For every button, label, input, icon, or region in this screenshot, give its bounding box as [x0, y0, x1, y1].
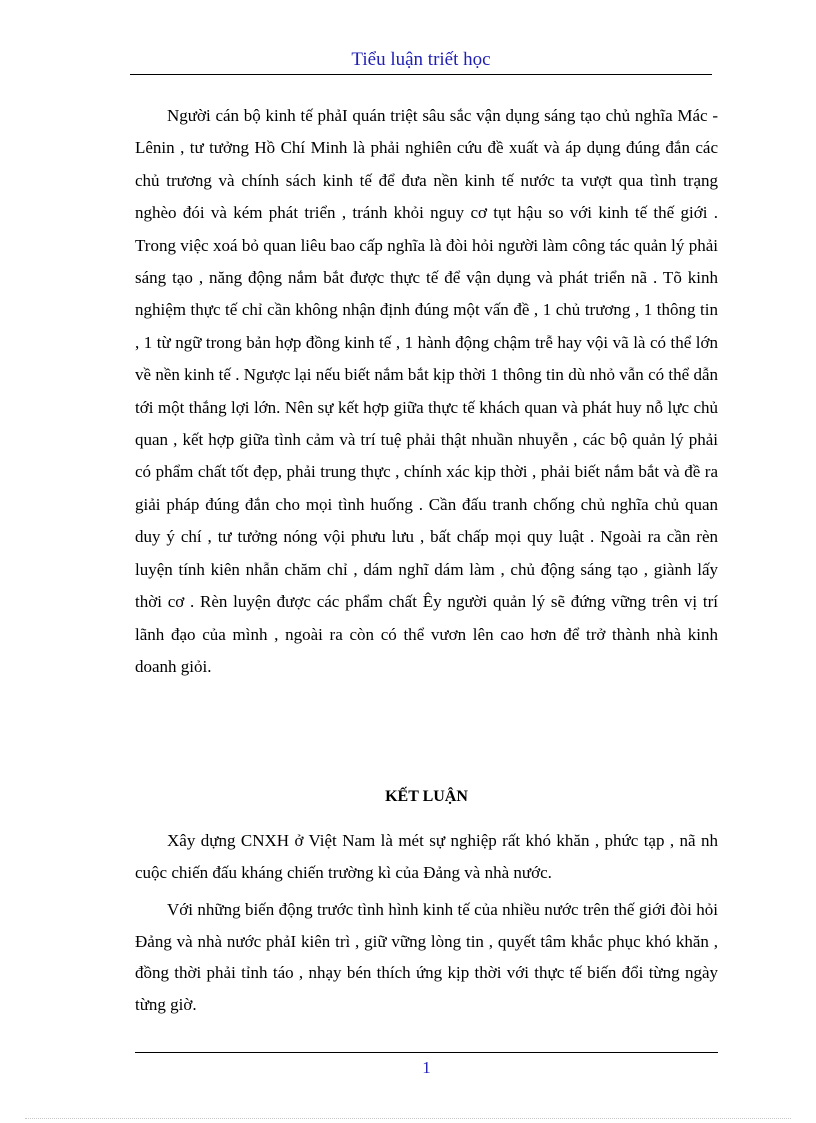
page-number: 1	[422, 1058, 431, 1077]
page-header-title: Tiểu luận triết học	[130, 48, 712, 75]
body-paragraph: Người cán bộ kinh tế phảI quán triệt sâu sắc vận dụng sáng tạo chủ nghĩa Mác - Lênin , tư tưởng Hồ Chí Minh là phải nghiên cứu đề xuất và áp dụng đúng đắn các chủ trương và chính sách kinh tế để đưa nền kinh tế nước ta vượt qua tình trạng nghèo đói và kém phát triển , tránh khỏi nguy cơ tụt hậu so với kinh tế thế giới . Trong việc xoá bỏ quan liêu bao cấp nghĩa là đòi hỏi người làm công tác quản lý phải sáng tạo , năng động nắm bắt được thực tế để vận dụng và phát triển nã . Tõ kinh nghiệm thực tế chỉ cần không nhận định đúng một vấn đề , 1 chủ trương , 1 thông tin , 1 từ ngữ trong bản hợp đồng kinh tế , 1 hành động chậm trễ hay vội vã là có thể lớn về nền kinh tế . Ngược lại nếu biết nắm bắt kịp thời 1 thông tin dù nhỏ vẫn có thể dẫn tới một thắng lợi lớn. Nên sự kết hợp giữa thực tế khách quan và phát huy nỗ lực chủ quan , kết hợp giữa tình cảm và trí tuệ phải thật nhuần nhuyễn , các bộ quản lý phải có phẩm chất tốt đẹp, phải trung thực , chính xác kịp thời , phải biết nắm bắt và đề ra giải pháp đúng đắn cho mọi tình huống . Cần đấu tranh chống chủ nghĩa chủ quan duy ý chí , tư tưởng nóng vội phưu lưu , bất chấp mọi quy luật . Ngoài ra cần rèn luyện tính kiên nhẫn chăm chỉ , dám nghĩ dám làm , chủ động sáng tạo , giành lấy thời cơ . Rèn luyện được các phẩm chất Êy người quản lý sẽ đứng vững trên vị trí lãnh đạo của mình , ngoài ra còn có thể vươn lên cao hơn để trở thành nhà kinh doanh giỏi.	[135, 106, 718, 676]
footer-divider	[135, 1052, 718, 1053]
conclusion-paragraph-2: Với những biến động trước tình hình kinh tế của nhiều nước trên thế giới đòi hỏi Đảng và nhà nước phảI kiên trì , giữ vững lòng tin , quyết tâm khắc phục khó khăn , đồng thời phải tỉnh táo , nhạy bén thích ứng kịp thời với thực tế biến đổi từng ngày từng giờ.	[135, 900, 718, 1014]
conclusion-heading: KẾT LUẬN	[385, 788, 468, 805]
conclusion-paragraph-1: Xây dựng CNXH ở Việt Nam là mét sự nghiệp rất khó khăn , phức tạp , nã nh cuộc chiến đấu kháng chiến trường kì của Đảng và nhà nước.	[135, 831, 718, 882]
conclusion-section	[135, 825, 718, 1020]
body-section	[135, 100, 718, 683]
page-edge-divider	[25, 1118, 791, 1119]
